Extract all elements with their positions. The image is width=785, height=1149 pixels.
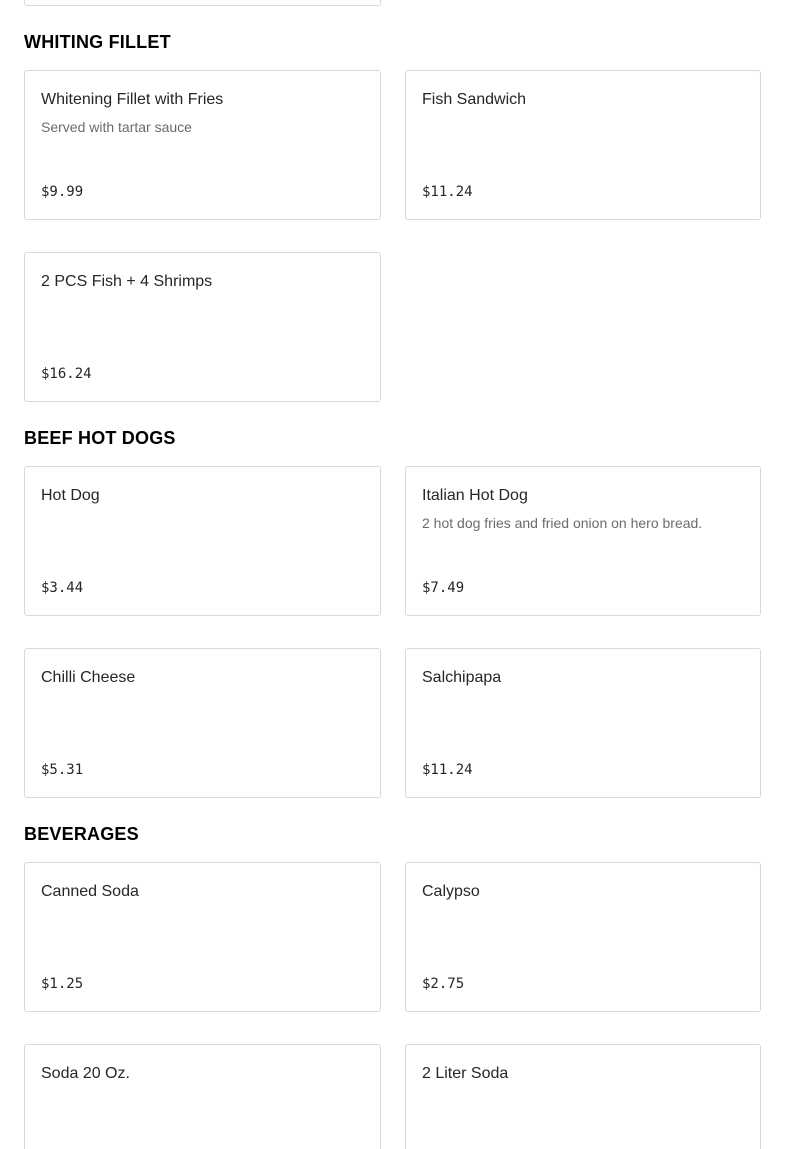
menu-item-card-partial[interactable] [24,0,381,6]
menu-item-description: 2 hot dog fries and fried onion on hero bread. [422,515,703,531]
menu-item-name: Salchipapa [422,669,502,686]
menu-item-card[interactable] [24,1044,381,1149]
menu-item-price: $11.24 [422,184,473,200]
menu-item-price: $16.24 [41,366,92,382]
menu-item-card[interactable] [405,648,761,798]
section-title-beef-hot-dogs: BEEF HOT DOGS [24,428,176,448]
menu-item-card[interactable] [405,466,761,616]
menu-item-name: Soda 20 Oz. [41,1065,130,1082]
menu-item-card[interactable] [24,862,381,1012]
menu-item-price: $1.25 [41,976,84,992]
menu-item-card[interactable] [405,862,761,1012]
menu-item-price: $3.44 [41,580,84,596]
menu-item-price: $9.99 [41,184,84,200]
menu-item-name: Calypso [422,883,480,900]
menu-item-price: $5.31 [41,762,84,778]
menu-item-name: 2 PCS Fish + 4 Shrimps [41,273,213,290]
menu-item-name: Fish Sandwich [422,91,527,108]
menu-item-price: $2.75 [422,976,465,992]
menu-item-name: Hot Dog [41,487,100,504]
menu-item-name: 2 Liter Soda [422,1065,509,1082]
menu-item-price: $7.49 [422,580,465,596]
menu-item-card[interactable] [24,252,381,402]
menu-item-price: $11.24 [422,762,473,778]
menu-item-card[interactable] [405,1044,761,1149]
menu-item-name: Canned Soda [41,883,139,900]
menu-item-card[interactable] [24,648,381,798]
section-title-whiting-fillet: WHITING FILLET [24,32,171,52]
menu-item-card[interactable] [24,466,381,616]
section-title-beverages: BEVERAGES [24,824,139,844]
menu-item-description: Served with tartar sauce [41,119,192,135]
menu-item-card[interactable] [405,70,761,220]
menu-item-name: Whitening Fillet with Fries [41,91,224,108]
menu-item-name: Italian Hot Dog [422,487,528,504]
menu-item-name: Chilli Cheese [41,669,136,686]
menu-item-card[interactable] [24,70,381,220]
